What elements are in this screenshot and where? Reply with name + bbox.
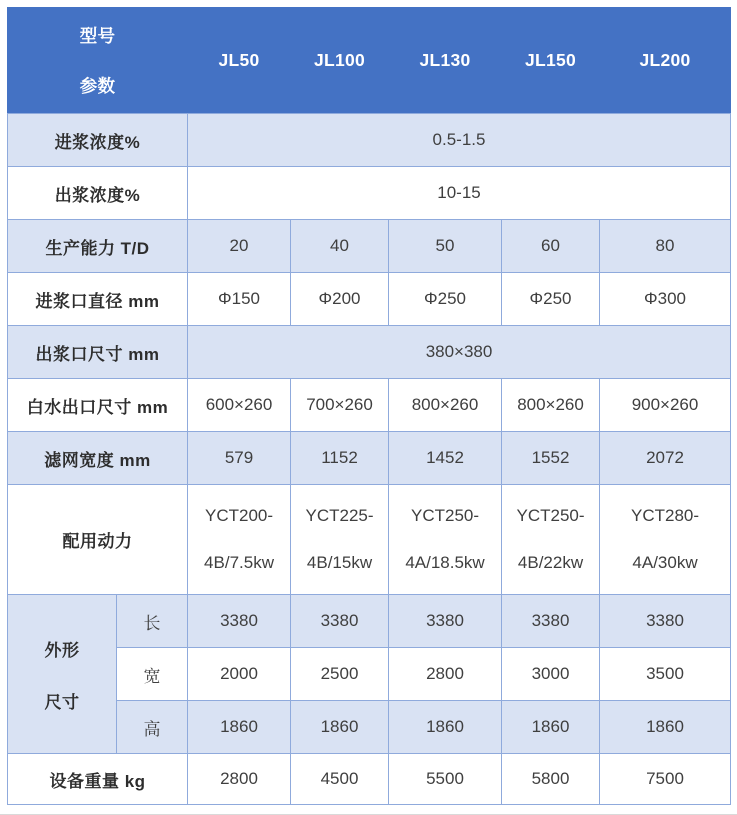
value-cell: 3380 xyxy=(502,595,600,648)
power-model-line: YCT250- xyxy=(411,506,480,525)
value-cell: 3500 xyxy=(600,648,731,701)
value-cell: 1860 xyxy=(389,701,502,754)
dimension-sublabel-width: 宽 xyxy=(117,648,188,701)
value-cell: Φ200 xyxy=(291,273,389,326)
row-label: 生产能力 T/D xyxy=(8,220,188,273)
model-header-jl100: JL100 xyxy=(291,8,389,114)
row-outlet-size xyxy=(8,326,731,379)
value-cell: 1860 xyxy=(600,701,731,754)
corner-label-model: 型号 xyxy=(79,26,116,46)
value-cell: 3000 xyxy=(502,648,600,701)
power-rating-line: 4B/22kw xyxy=(517,553,584,572)
value-cell: Φ250 xyxy=(502,273,600,326)
value-cell: 3380 xyxy=(291,595,389,648)
value-cell: 600×260 xyxy=(188,379,291,432)
value-cell: 60 xyxy=(502,220,600,273)
corner-label-parameter: 参数 xyxy=(79,76,116,96)
value-cell: 4500 xyxy=(291,754,389,805)
value-cell: 50 xyxy=(389,220,502,273)
model-header-jl200: JL200 xyxy=(600,8,731,114)
value-cell: 2500 xyxy=(291,648,389,701)
value-cell: 3380 xyxy=(600,595,731,648)
power-rating-line: 4A/18.5kw xyxy=(405,553,485,572)
value-cell: 700×260 xyxy=(291,379,389,432)
row-weight xyxy=(8,754,731,805)
value-cell: Φ150 xyxy=(188,273,291,326)
value-cell: 800×260 xyxy=(502,379,600,432)
power-model-line: YCT225- xyxy=(305,506,374,525)
value-cell: 3380 xyxy=(188,595,291,648)
row-whitewater-outlet-size xyxy=(8,379,731,432)
value-cell: 20 xyxy=(188,220,291,273)
value-cell: 2800 xyxy=(188,754,291,805)
value-cell: 1860 xyxy=(188,701,291,754)
value-cell xyxy=(291,485,389,595)
model-header-jl50: JL50 xyxy=(188,8,291,114)
value-cell: 2072 xyxy=(600,432,731,485)
row-label: 设备重量 kg xyxy=(8,754,188,805)
value-cell: 800×260 xyxy=(389,379,502,432)
row-outlet-consistency xyxy=(8,167,731,220)
value-cell: Φ300 xyxy=(600,273,731,326)
value-cell: 1552 xyxy=(502,432,600,485)
spec-table xyxy=(7,7,731,805)
row-dim-length xyxy=(8,595,731,648)
row-label: 滤网宽度 mm xyxy=(8,432,188,485)
model-header-jl130: JL130 xyxy=(389,8,502,114)
power-model-line: YCT200- xyxy=(205,506,274,525)
row-inlet-diameter xyxy=(8,273,731,326)
model-header-jl150: JL150 xyxy=(502,8,600,114)
header-row xyxy=(8,8,731,114)
row-capacity xyxy=(8,220,731,273)
value-cell: 5800 xyxy=(502,754,600,805)
merged-value-cell: 10-15 xyxy=(188,167,731,220)
power-rating-line: 4B/15kw xyxy=(306,553,373,572)
value-cell: 900×260 xyxy=(600,379,731,432)
value-cell: 1452 xyxy=(389,432,502,485)
merged-value-cell: 380×380 xyxy=(188,326,731,379)
power-rating-line: 4A/30kw xyxy=(632,553,698,572)
row-label: 白水出口尺寸 mm xyxy=(8,379,188,432)
value-cell: 80 xyxy=(600,220,731,273)
value-cell: 3380 xyxy=(389,595,502,648)
value-cell: 5500 xyxy=(389,754,502,805)
row-label: 出浆口尺寸 mm xyxy=(8,326,188,379)
value-cell: 579 xyxy=(188,432,291,485)
power-model-line: YCT280- xyxy=(631,506,700,525)
merged-value-cell: 0.5-1.5 xyxy=(188,114,731,167)
value-cell: 7500 xyxy=(600,754,731,805)
row-screen-width xyxy=(8,432,731,485)
row-inlet-consistency xyxy=(8,114,731,167)
value-cell xyxy=(389,485,502,595)
value-cell: 1152 xyxy=(291,432,389,485)
row-label: 进浆浓度% xyxy=(8,114,188,167)
dimensions-group-label xyxy=(8,595,117,754)
value-cell xyxy=(502,485,600,595)
value-cell: 2800 xyxy=(389,648,502,701)
value-cell xyxy=(188,485,291,595)
dimensions-label-line2: 尺寸 xyxy=(44,692,80,712)
row-label: 配用动力 xyxy=(8,485,188,595)
value-cell: 1860 xyxy=(291,701,389,754)
value-cell: 1860 xyxy=(502,701,600,754)
row-dim-height xyxy=(8,701,731,754)
corner-header-cell xyxy=(8,8,188,114)
row-label: 出浆浓度% xyxy=(8,167,188,220)
power-rating-line: 4B/7.5kw xyxy=(204,553,274,572)
value-cell: 40 xyxy=(291,220,389,273)
row-label: 进浆口直径 mm xyxy=(8,273,188,326)
row-power xyxy=(8,485,731,595)
power-model-line: YCT250- xyxy=(516,506,585,525)
dimension-sublabel-height: 高 xyxy=(117,701,188,754)
dimensions-label-line1: 外形 xyxy=(44,640,80,660)
row-dim-width xyxy=(8,648,731,701)
value-cell: 2000 xyxy=(188,648,291,701)
value-cell xyxy=(600,485,731,595)
dimension-sublabel-length: 长 xyxy=(117,595,188,648)
value-cell: Φ250 xyxy=(389,273,502,326)
